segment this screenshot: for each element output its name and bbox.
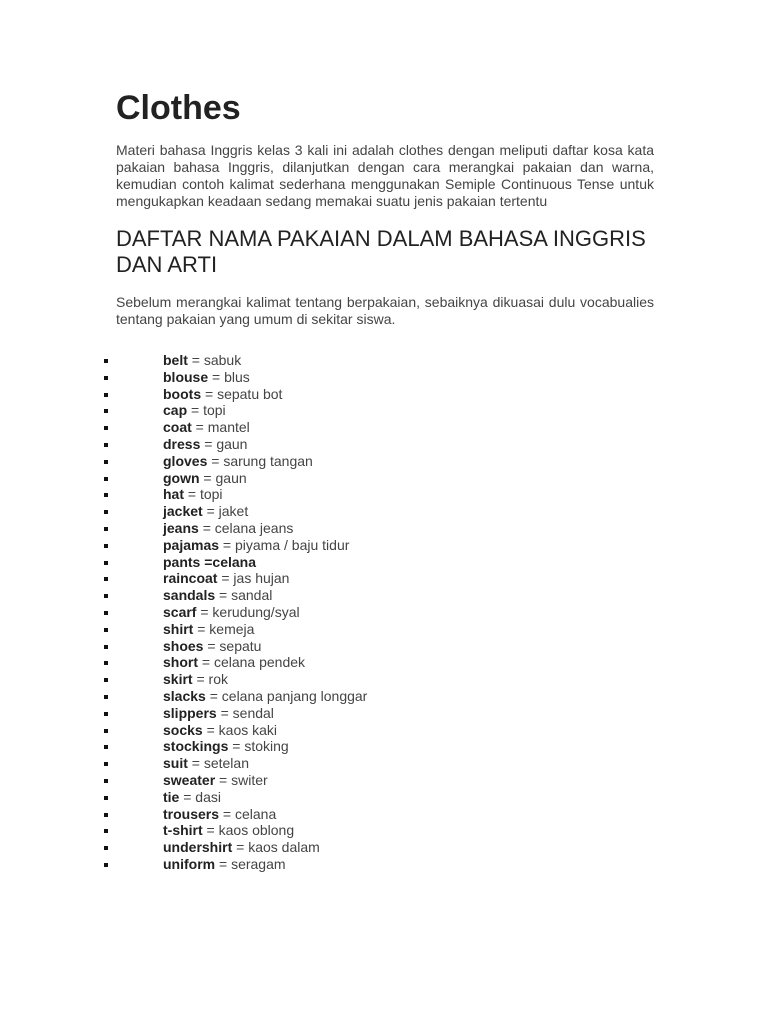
vocab-term: coat (163, 419, 192, 436)
vocab-meaning: = sepatu bot (201, 385, 283, 402)
vocab-entry (163, 604, 300, 621)
vocab-term: sweater (163, 771, 216, 788)
vocab-meaning: = jas hujan (217, 570, 290, 587)
vocab-meaning: = celana panjang longgar (205, 687, 368, 704)
bullet-square-icon (104, 796, 108, 800)
bullet-square-icon (104, 661, 108, 665)
bullet-square-icon (104, 745, 108, 749)
vocab-term: shirt (163, 620, 194, 637)
vocab-term: gloves (163, 452, 208, 469)
vocab-meaning: = gaun (199, 469, 247, 486)
vocab-term: slacks (163, 687, 206, 704)
bullet-square-icon (104, 460, 108, 464)
vocab-term: raincoat (163, 570, 218, 587)
page-title: Clothes (116, 89, 241, 127)
vocab-meaning: = rok (192, 671, 228, 688)
vocab-meaning: = sepatu (203, 637, 262, 654)
bullet-square-icon (104, 577, 108, 581)
vocab-meaning: = kerudung/syal (196, 603, 300, 620)
vocab-entry (163, 369, 250, 386)
intro-paragraph: Materi bahasa Inggris kelas 3 kali ini adalah clothes dengan meliputi daftar kosa kata pakaian bahasa Inggris, dilanjutkan dengan cara merangkai pakaian dan warna, kemudian contoh kalimat sederhana menggunakan Semiple Continuous Tense untuk mengukapkan keadaan sedang memakai suatu jenis pakaian tertentu (116, 142, 654, 209)
vocab-term: jeans (163, 519, 199, 536)
vocab-term: suit (163, 755, 188, 772)
vocab-term: tie (163, 788, 180, 805)
vocab-term: t-shirt (163, 822, 203, 839)
vocab-entry (163, 856, 286, 873)
document-page (116, 88, 654, 346)
bullet-square-icon (104, 729, 108, 733)
bullet-square-icon (104, 376, 108, 380)
vocab-entry (163, 738, 289, 755)
bullet-square-icon (104, 594, 108, 598)
vocab-entry (163, 470, 247, 487)
bullet-square-icon (104, 779, 108, 783)
bullet-square-icon (104, 477, 108, 481)
vocab-entry (163, 772, 268, 789)
vocab-meaning: = topi (184, 486, 223, 503)
vocab-entry (163, 352, 241, 369)
vocab-term: dress (163, 435, 201, 452)
vocab-meaning: = sabuk (187, 352, 242, 368)
vocab-term: sandals (163, 587, 216, 604)
vocab-meaning: = sandal (215, 587, 273, 604)
vocab-entry (163, 520, 293, 537)
vocab-entry (163, 537, 349, 554)
vocab-entry (163, 570, 289, 587)
vocab-meaning: = sarung tangan (207, 452, 313, 469)
bullet-square-icon (104, 426, 108, 430)
vocab-meaning: = gaun (200, 435, 248, 452)
vocab-term: pants =celana (163, 553, 256, 570)
vocab-entry (163, 688, 367, 705)
vocab-meaning: = celana pendek (198, 654, 306, 671)
bullet-square-icon (104, 695, 108, 699)
vocab-meaning: = celana jeans (198, 519, 294, 536)
vocab-entry (163, 839, 320, 856)
vocab-entry (163, 705, 274, 722)
bullet-square-icon (104, 863, 108, 867)
vocab-meaning: = dasi (179, 788, 221, 805)
vocab-meaning: = kaos oblong (202, 822, 295, 839)
vocab-meaning: = sendal (216, 704, 274, 721)
vocab-entry (163, 822, 294, 839)
bullet-square-icon (104, 544, 108, 548)
vocab-term: cap (163, 402, 188, 419)
bullet-square-icon (104, 762, 108, 766)
bullet-square-icon (104, 409, 108, 413)
vocab-entry (163, 671, 228, 688)
vocab-term: shoes (163, 637, 204, 654)
vocab-term: pajamas (163, 536, 220, 553)
vocab-term: short (163, 654, 198, 671)
vocab-meaning: = piyama / baju tidur (219, 536, 350, 553)
vocab-term: boots (163, 385, 202, 402)
bullet-square-icon (104, 359, 108, 363)
vocab-entry (163, 789, 221, 806)
vocab-term: gown (163, 469, 200, 486)
vocab-meaning: = kaos kaki (202, 721, 278, 738)
bullet-square-icon (104, 645, 108, 649)
vocab-meaning: = switer (215, 771, 268, 788)
bullet-square-icon (104, 829, 108, 833)
vocab-entry (163, 419, 250, 436)
vocab-entry (163, 402, 226, 419)
vocab-meaning: = kaos dalam (232, 839, 320, 856)
vocab-entry (163, 503, 248, 520)
bullet-square-icon (104, 443, 108, 447)
vocab-meaning: = stoking (228, 738, 289, 755)
vocab-meaning: = kemeja (193, 620, 255, 637)
vocab-term: jacket (163, 503, 203, 520)
vocab-meaning: = seragam (215, 855, 286, 872)
vocab-entry (163, 453, 313, 470)
bullet-square-icon (104, 493, 108, 497)
lead-paragraph: Sebelum merangkai kalimat tentang berpakaian, sebaiknya dikuasai dulu vocabualies tentang pakaian yang umum di sekitar siswa. (116, 294, 654, 327)
vocab-meaning: = blus (208, 368, 250, 385)
vocab-entry (163, 621, 254, 638)
vocab-term: hat (163, 486, 184, 503)
bullet-square-icon (104, 628, 108, 632)
vocab-term: skirt (163, 671, 193, 688)
vocab-entry (163, 755, 249, 772)
vocab-meaning: = topi (187, 402, 226, 419)
bullet-square-icon (104, 712, 108, 716)
vocab-entry (163, 654, 305, 671)
bullet-square-icon (104, 846, 108, 850)
vocab-term: belt (163, 352, 188, 368)
vocab-entry (163, 436, 247, 453)
bullet-square-icon (104, 678, 108, 682)
vocab-entry (163, 386, 282, 403)
bullet-square-icon (104, 510, 108, 514)
section-heading: DAFTAR NAMA PAKAIAN DALAM BAHASA INGGRIS DAN ARTI (116, 226, 646, 277)
vocab-term: socks (163, 721, 203, 738)
vocab-entry (163, 806, 276, 823)
vocab-entry (163, 722, 277, 739)
vocab-term: slippers (163, 704, 217, 721)
bullet-square-icon (104, 813, 108, 817)
vocab-term: trousers (163, 805, 220, 822)
bullet-square-icon (104, 561, 108, 565)
vocab-entry (163, 587, 272, 604)
vocab-meaning: = celana (219, 805, 277, 822)
vocab-meaning: = mantel (191, 419, 250, 436)
vocab-term: scarf (163, 603, 197, 620)
vocab-term: uniform (163, 855, 216, 872)
vocab-entry (163, 638, 261, 655)
vocab-meaning: = setelan (187, 755, 249, 772)
vocab-term: stockings (163, 738, 229, 755)
vocab-entry (163, 486, 223, 503)
bullet-square-icon (104, 393, 108, 397)
vocab-term: blouse (163, 368, 209, 385)
vocab-entry (163, 554, 256, 571)
vocab-meaning: = jaket (202, 503, 249, 520)
bullet-square-icon (104, 527, 108, 531)
vocab-term: undershirt (163, 839, 233, 856)
bullet-square-icon (104, 611, 108, 615)
